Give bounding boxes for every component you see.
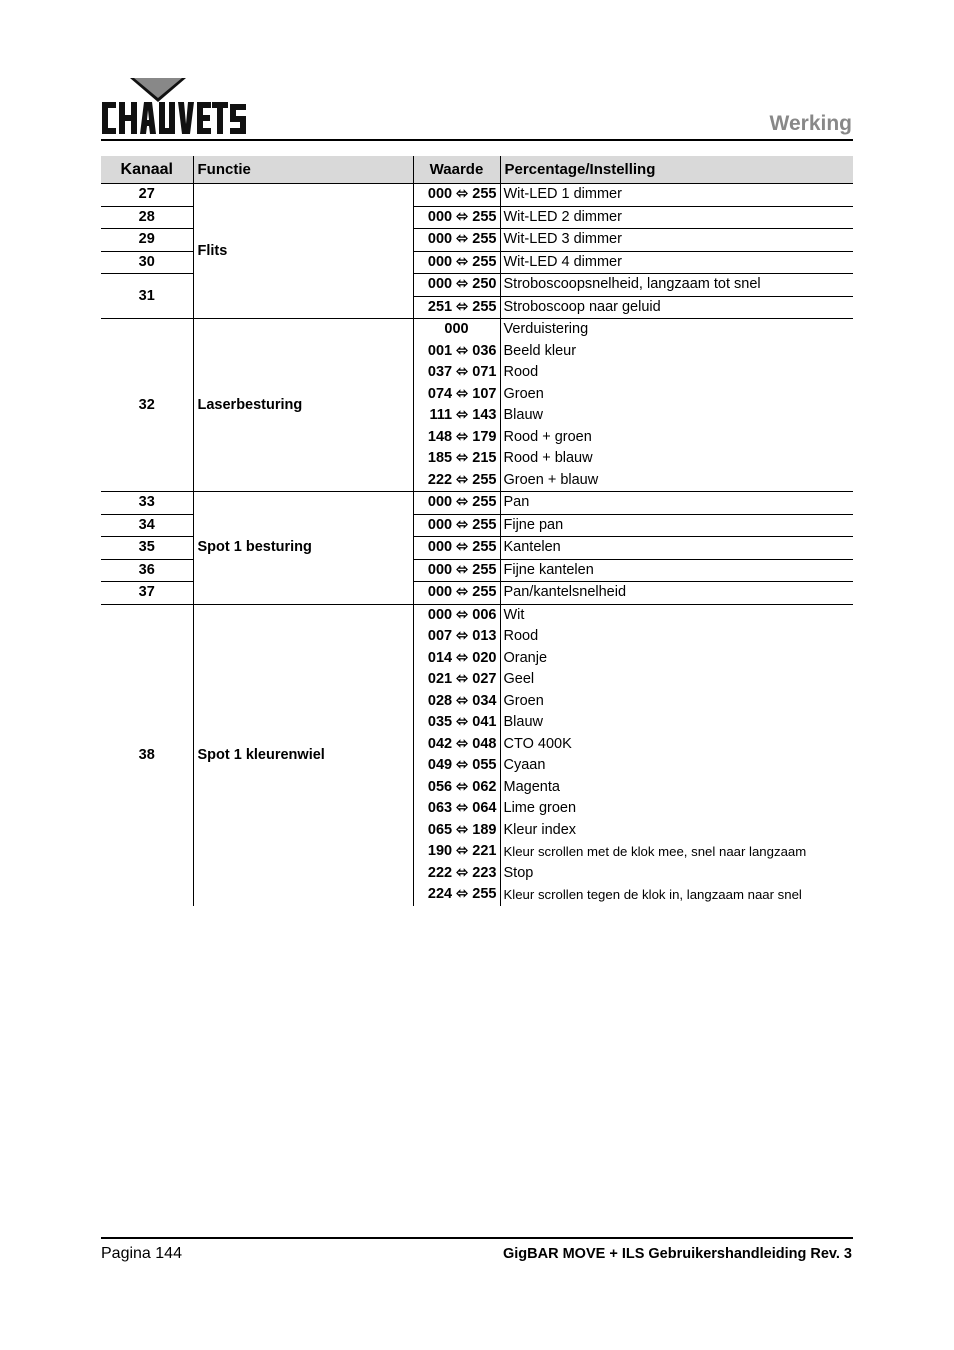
value-cell: 035 ⬄ 041 (413, 712, 500, 734)
value-cell: 000 ⬄ 255 (413, 206, 500, 229)
setting-cell: Geel (500, 669, 853, 691)
channel-cell: 36 (101, 559, 193, 582)
function-cell: Spot 1 kleurenwiel (193, 604, 413, 906)
value-cell: 021 ⬄ 027 (413, 669, 500, 691)
function-cell: Flits (193, 184, 413, 319)
setting-cell: Kleur index (500, 820, 853, 842)
function-cell: Spot 1 besturing (193, 492, 413, 605)
setting-cell: Blauw (500, 712, 853, 734)
channel-cell: 31 (101, 274, 193, 319)
channel-cell: 37 (101, 582, 193, 605)
channel-cell: 32 (101, 319, 193, 492)
setting-cell: Stroboscoopsnelheid, langzaam tot snel (500, 274, 853, 297)
setting-cell: Rood (500, 626, 853, 648)
value-cell: 042 ⬄ 048 (413, 734, 500, 756)
value-cell: 074 ⬄ 107 (413, 384, 500, 406)
setting-cell: Rood + groen (500, 427, 853, 449)
value-cell: 000 ⬄ 255 (413, 184, 500, 207)
value-cell: 185 ⬄ 215 (413, 448, 500, 470)
column-header-kanaal: Kanaal (101, 156, 193, 184)
footer-divider (101, 1237, 853, 1239)
value-cell: 063 ⬄ 064 (413, 798, 500, 820)
setting-cell: Pan (500, 492, 853, 515)
function-cell: Laserbesturing (193, 319, 413, 492)
setting-cell: Stroboscoop naar geluid (500, 296, 853, 319)
value-cell: 224 ⬄ 255 (413, 884, 500, 906)
setting-cell: Fijne pan (500, 514, 853, 537)
value-cell: 001 ⬄ 036 (413, 341, 500, 363)
value-cell: 000 ⬄ 255 (413, 514, 500, 537)
setting-cell: Wit-LED 2 dimmer (500, 206, 853, 229)
setting-cell: Wit-LED 1 dimmer (500, 184, 853, 207)
channel-cell: 35 (101, 537, 193, 560)
table-header-row (101, 156, 853, 184)
value-cell: 028 ⬄ 034 (413, 691, 500, 713)
document-title: GigBAR MOVE + ILS Gebruikershandleiding Rev. 3 (502, 1246, 852, 1262)
value-cell: 222 ⬄ 223 (413, 863, 500, 885)
table-row (101, 604, 853, 626)
value-cell: 049 ⬄ 055 (413, 755, 500, 777)
setting-cell: Blauw (500, 405, 853, 427)
value-cell: 000 ⬄ 255 (413, 582, 500, 605)
header-divider (101, 139, 853, 141)
value-cell: 190 ⬄ 221 (413, 841, 500, 863)
value-cell: 000 ⬄ 255 (413, 229, 500, 252)
channel-cell: 29 (101, 229, 193, 252)
value-cell: 037 ⬄ 071 (413, 362, 500, 384)
setting-cell: CTO 400K (500, 734, 853, 756)
value-cell: 251 ⬄ 255 (413, 296, 500, 319)
setting-cell: Groen + blauw (500, 470, 853, 492)
setting-cell: Kantelen (500, 537, 853, 560)
value-cell: 000 ⬄ 255 (413, 251, 500, 274)
setting-cell: Verduistering (500, 319, 853, 341)
setting-cell: Pan/kantelsnelheid (500, 582, 853, 605)
channel-cell: 27 (101, 184, 193, 207)
setting-cell: Wit-LED 3 dimmer (500, 229, 853, 252)
setting-cell: Beeld kleur (500, 341, 853, 363)
table-row (101, 492, 853, 515)
channel-cell: 28 (101, 206, 193, 229)
value-cell: 000 ⬄ 255 (413, 559, 500, 582)
setting-cell: Stop (500, 863, 853, 885)
setting-cell: Rood (500, 362, 853, 384)
table-row (101, 319, 853, 341)
value-cell: 000 (413, 319, 500, 341)
channel-cell: 33 (101, 492, 193, 515)
setting-cell: Wit (500, 604, 853, 626)
column-header-functie: Functie (193, 156, 413, 184)
value-cell: 000 ⬄ 255 (413, 537, 500, 560)
setting-cell: Lime groen (500, 798, 853, 820)
setting-cell: Oranje (500, 648, 853, 670)
column-header-percentage: Percentage/Instelling (500, 156, 853, 184)
page-number: Pagina 144 (101, 1245, 182, 1262)
chauvet-dj-logo (100, 74, 248, 140)
table-row (101, 184, 853, 207)
setting-cell: Rood + blauw (500, 448, 853, 470)
value-cell: 007 ⬄ 013 (413, 626, 500, 648)
setting-cell: Cyaan (500, 755, 853, 777)
setting-cell: Kleur scrollen tegen de klok in, langzaam naar snel (500, 884, 853, 906)
setting-cell: Fijne kantelen (500, 559, 853, 582)
channel-cell: 38 (138, 746, 155, 763)
value-cell: 000 ⬄ 250 (413, 274, 500, 297)
setting-cell: Kleur scrollen met de klok mee, snel naar langzaam (500, 841, 853, 863)
channel-cell: 34 (101, 514, 193, 537)
section-title: Werking (769, 112, 852, 135)
setting-cell: Wit-LED 4 dimmer (500, 251, 853, 274)
value-cell: 056 ⬄ 062 (413, 777, 500, 799)
value-cell: 222 ⬄ 255 (413, 470, 500, 492)
value-cell: 000 ⬄ 255 (413, 492, 500, 515)
value-cell: 148 ⬄ 179 (413, 427, 500, 449)
value-cell: 065 ⬄ 189 (413, 820, 500, 842)
setting-cell: Groen (500, 691, 853, 713)
setting-cell: Magenta (500, 777, 853, 799)
column-header-waarde: Waarde (413, 156, 500, 184)
channel-cell: 30 (101, 251, 193, 274)
value-cell: 111 ⬄ 143 (413, 405, 500, 427)
value-cell: 000 ⬄ 006 (413, 604, 500, 626)
setting-cell: Groen (500, 384, 853, 406)
dmx-channel-table (101, 156, 853, 906)
value-cell: 014 ⬄ 020 (413, 648, 500, 670)
